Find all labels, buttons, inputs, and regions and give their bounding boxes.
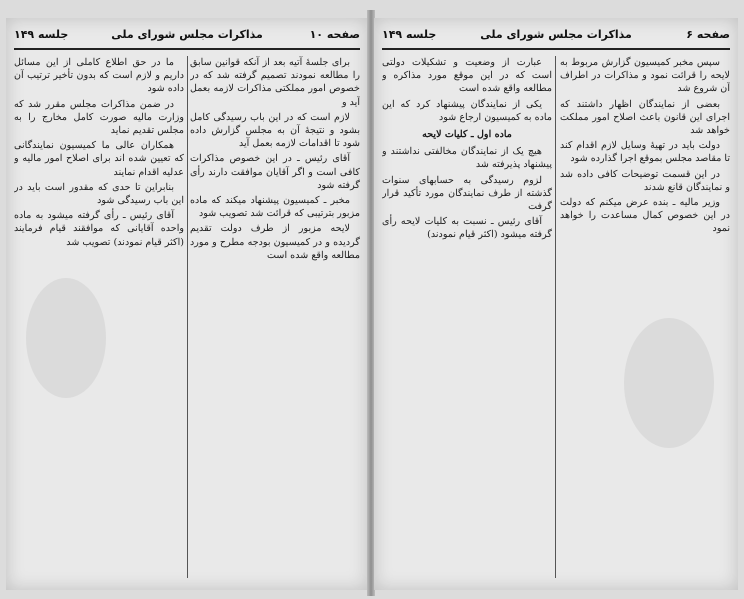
paragraph: لازم است که در این باب رسیدگی کامل بشود و نتیجهٔ آن به مجلس گزارش داده شود تا اقدامات لازمه بعمل آید: [190, 111, 360, 150]
paragraph: ما در حق اطلاع کاملی از این مسائل داریم و لازم است که بدون تأخیر ترتیب آن داده شود: [14, 57, 184, 95]
session-number: جلسه ۱۴۹: [382, 28, 437, 41]
left-page-header: [14, 28, 360, 46]
right-page: [374, 18, 738, 590]
paragraph: وزیر مالیه ـ بنده عرض میکنم که دولت در این خصوص کمال مساعدت را خواهد نمود: [560, 197, 730, 235]
paragraph: آقای رئیس ـ در این خصوص مذاکرات کافی است و اگر آقایان موافقت دارند رأی گرفته شود: [190, 153, 360, 191]
paragraph: در ضمن مذاکرات مجلس مقرر شد که وزارت مالیه صورت کامل مخارج را به مجلس تقدیم نماید: [14, 98, 184, 137]
paragraph: هیچ یک از نمایندگان مخالفتی نداشتند و پیشنهاد پذیرفته شد: [382, 146, 552, 171]
section-heading: ماده اول ـ کلیات لایحه: [422, 129, 512, 141]
page-title: مذاکرات مجلس شورای ملی: [480, 28, 632, 41]
paragraph: بنابراین تا حدی که مقدور است باید در این باب رسیدگی شود: [14, 181, 184, 207]
session-number: جلسه ۱۴۹: [14, 28, 69, 41]
header-rule: [382, 48, 730, 50]
paragraph: بعضی از نمایندگان اظهار داشتند که اجرای این قانون باعث اصلاح امور مملکت خواهد شد: [560, 98, 730, 137]
page-number: صفحه ۱۰: [309, 28, 360, 41]
left-page: [6, 18, 368, 590]
paragraph: دولت باید در تهیهٔ وسایل لازم اقدام کند تا مقاصد مجلس بموقع اجرا گذارده شود: [560, 140, 730, 165]
right-page-left-column: [382, 56, 552, 580]
paragraph: لزوم رسیدگی به حسابهای سنوات گذشته از طرف نمایندگان مورد تأکید قرار گرفت: [382, 174, 552, 213]
paragraph: لایحه مزبور از طرف دولت تقدیم گردیده و در کمیسیون بودجه مطرح و مورد مطالعه واقع شده است: [190, 223, 360, 261]
left-page-right-column: [190, 56, 360, 580]
paragraph: سپس مخبر کمیسیون گزارش مربوط به لایحه را قرائت نمود و مذاکرات در اطراف آن شروع شد: [560, 57, 730, 95]
right-page-right-column: [560, 56, 730, 580]
column-divider: [555, 56, 556, 578]
paragraph: همکاران عالی ما کمیسیون نمایندگانی که تعیین شده اند برای اصلاح امور مالیه و عدلیه اقدام نمایند: [14, 140, 184, 178]
left-page-left-column: [14, 56, 184, 580]
paragraph: مخبر ـ کمیسیون پیشنهاد میکند که ماده مزبور بترتیبی که قرائت شد تصویب شود: [190, 195, 360, 220]
paragraph: در این قسمت توضیحات کافی داده شد و نمایندگان قانع شدند: [560, 168, 730, 193]
header-rule: [14, 48, 360, 50]
paragraph: آقای رئیس ـ نسبت به کلیات لایحه رأی گرفته میشود (اکثر قیام نمودند): [382, 216, 552, 241]
column-divider: [187, 56, 188, 578]
page-title: مذاکرات مجلس شورای ملی: [111, 28, 263, 41]
paragraph: عبارت از وضعیت و تشکیلات دولتی است که در این موقع مورد مذاکره و مطالعه واقع شده است: [382, 57, 552, 95]
page-number: صفحه ۶: [686, 28, 730, 41]
paragraph: آقای رئیس ـ رأی گرفته میشود به ماده واحده آقایانی که موافقند قیام فرمایند (اکثر قیام نمودند) تصویب شد: [14, 210, 184, 248]
paragraph: برای جلسهٔ آتیه بعد از آنکه قوانین سابق را مطالعه نمودند تصمیم گرفته شد که در خصوص امور مملکتی مذاکرات لازمه بعمل آید و: [190, 57, 360, 108]
paragraph: یکی از نمایندگان پیشنهاد کرد که این ماده به کمیسیون ارجاع شود: [382, 98, 552, 123]
right-page-header: [382, 28, 730, 46]
